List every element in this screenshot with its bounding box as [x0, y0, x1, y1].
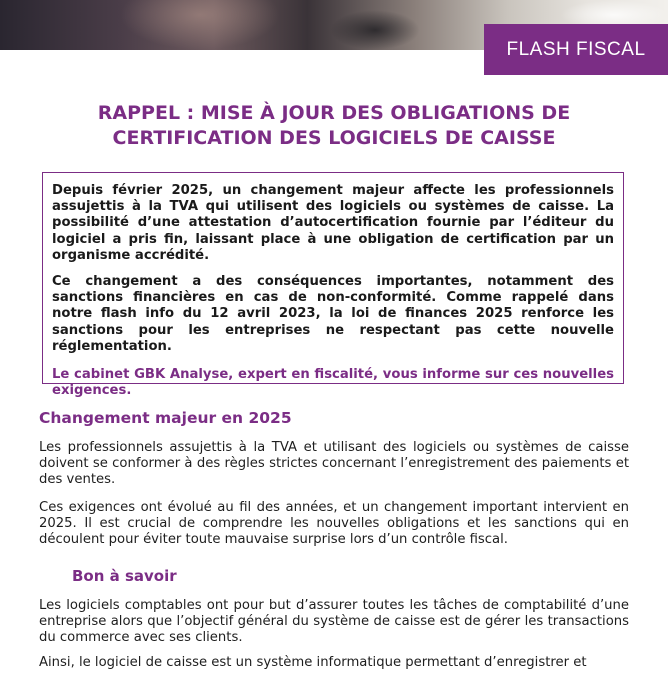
body-paragraph: Les logiciels comptables ont pour but d’assurer toutes les tâches de comptabilité d’une entreprise alors que l’objectif général du système de caisse est de gérer les transactions du commerce avec ses clients.	[39, 598, 629, 645]
body-paragraph: Ainsi, le logiciel de caisse est un système informatique permettant d’enregistrer et	[39, 655, 587, 670]
flash-fiscal-badge: FLASH FISCAL	[484, 24, 668, 75]
page-title	[40, 101, 628, 151]
page-title-line: RAPPEL : MISE À JOUR DES OBLIGATIONS DE	[97, 102, 571, 124]
photo-shade	[120, 0, 280, 50]
intro-box	[42, 172, 624, 399]
bon-a-savoir-heading: Bon à savoir	[72, 567, 177, 585]
photo-shade	[330, 10, 420, 50]
body-paragraph: Les professionnels assujettis à la TVA et utilisant des logiciels ou systèmes de caisse doivent se conformer à des règles strictes concernant l’enregistrement des paiements et des ventes.	[39, 440, 629, 487]
body-paragraph: Ces exigences ont évolué au fil des années, et un changement important intervient en 2025. Il est crucial de comprendre les nouvelles obligations et les sanctions qui en découlent pour éviter toute mauvaise surprise lors d’un contrôle fiscal.	[39, 500, 629, 547]
intro-paragraph: Depuis février 2025, un changement majeur affecte les professionnels assujettis à la TVA qui utilisent des logiciels ou systèmes de caisse. La possibilité d’une attestation d’autocertification fournie par l’éditeur du logiciel a pris fin, laissant place à une obligation de certification par un organisme accrédité.	[52, 183, 614, 263]
intro-paragraph: Ce changement a des conséquences importantes, notamment des sanctions financières en cas de non-conformité. Comme rappelé dans notre flash info du 12 avril 2023, la loi de finances 2025 renforce les sanctions pour les entreprises ne respectant pas cette nouvelle réglementation.	[52, 274, 614, 354]
section-heading: Changement majeur en 2025	[39, 409, 292, 427]
page-title-line: CERTIFICATION DES LOGICIELS DE CAISSE	[112, 127, 556, 149]
intro-callout: Le cabinet GBK Analyse, expert en fiscalité, vous informe sur ces nouvelles exigences.	[52, 367, 614, 399]
